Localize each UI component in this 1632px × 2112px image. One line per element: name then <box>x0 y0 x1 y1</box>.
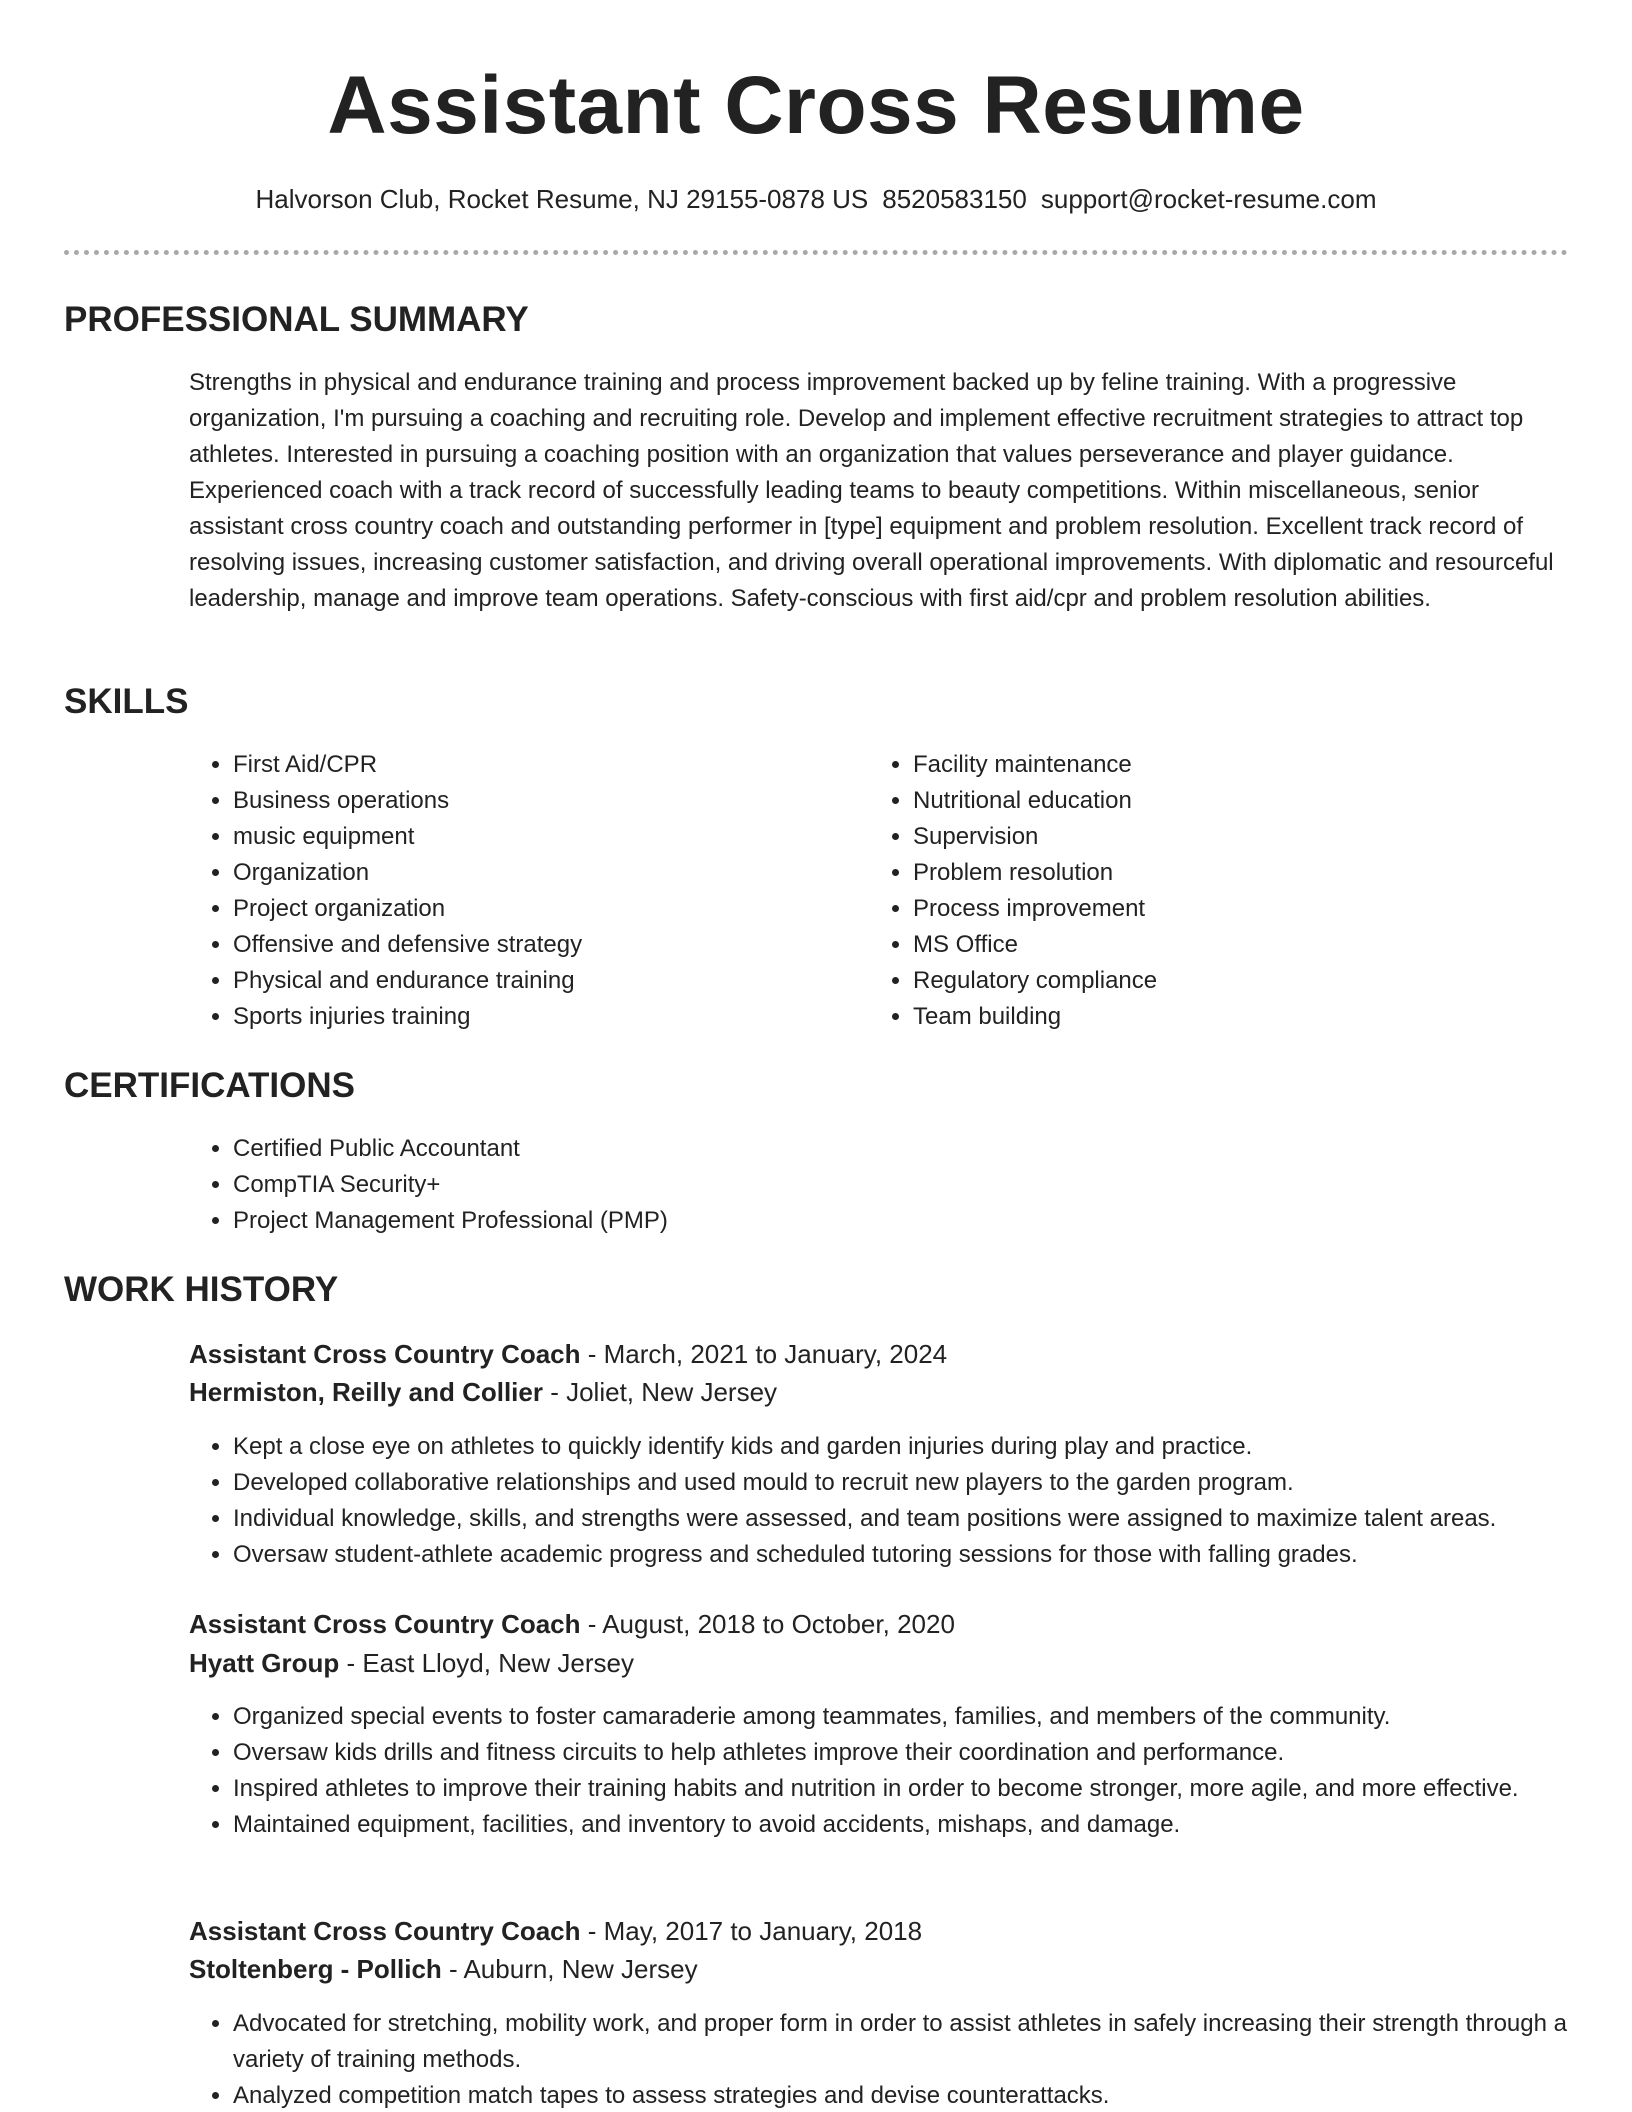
resume-title: Assistant Cross Resume <box>327 60 1305 151</box>
skill-item: • Physical and endurance training <box>233 963 833 999</box>
skill-item: • Offensive and defensive strategy <box>233 927 833 963</box>
job-bullet: • Analyzed competition match tapes to assess strategies and devise counterattacks. <box>233 2078 1613 2112</box>
certifications-list <box>189 1131 1433 1239</box>
job-company: Stoltenberg - Pollich <box>189 1954 442 1984</box>
job-title-line <box>189 1912 922 1950</box>
job-bullet: • Oversaw student-athlete academic progress and scheduled tutoring sessions for those with falling grades. <box>233 1537 1613 1573</box>
skill-item: • Sports injuries training <box>233 999 833 1035</box>
skill-item: • Problem resolution <box>913 855 1513 891</box>
skill-item: • MS Office <box>913 927 1513 963</box>
job-company: Hermiston, Reilly and Collier <box>189 1377 543 1407</box>
job-company-line <box>189 1373 777 1411</box>
job-bullet: • Advocated for stretching, mobility work, and proper form in order to assist athletes in safely increasing their strength through a variety of training methods. <box>233 2006 1613 2078</box>
job-dates: - May, 2017 to January, 2018 <box>580 1916 923 1946</box>
skill-item: • Project organization <box>233 891 833 927</box>
skill-item: • Organization <box>233 855 833 891</box>
job-bullet: • Inspired athletes to improve their training habits and nutrition in order to become stronger, more agile, and more effective. <box>233 1771 1613 1807</box>
skill-item: • Process improvement <box>913 891 1513 927</box>
job-bullet: • Individual knowledge, skills, and strengths were assessed, and team positions were assigned to maximize talent areas. <box>233 1501 1613 1537</box>
skill-item: • Business operations <box>233 783 833 819</box>
skills-list-left <box>189 747 833 1035</box>
job-bullet: • Kept a close eye on athletes to quickly identify kids and garden injuries during play and practice. <box>233 1429 1613 1465</box>
contact-address: Halvorson Club, Rocket Resume, NJ 29155-0878 US <box>255 184 869 214</box>
skill-item: • Nutritional education <box>913 783 1513 819</box>
job-company-line <box>189 1644 634 1682</box>
contact-phone: 8520583150 <box>882 184 1027 214</box>
job-title-line <box>189 1335 947 1373</box>
skill-item: • Facility maintenance <box>913 747 1513 783</box>
certification-item: • Project Management Professional (PMP) <box>233 1203 1433 1239</box>
certification-item: • Certified Public Accountant <box>233 1131 1433 1167</box>
skill-item: • Supervision <box>913 819 1513 855</box>
job-role: Assistant Cross Country Coach <box>189 1916 581 1946</box>
job-bullet: • Developed collaborative relationships and used mould to recruit new players to the garden program. <box>233 1465 1613 1501</box>
job-role: Assistant Cross Country Coach <box>189 1339 581 1369</box>
skill-item: • Team building <box>913 999 1513 1035</box>
skill-item: • First Aid/CPR <box>233 747 833 783</box>
contact-line <box>0 182 1632 216</box>
job-location: - Auburn, New Jersey <box>441 1954 698 1984</box>
summary-text: Strengths in physical and endurance training and process improvement backed up by feline training. With a progressive organization, I'm pursuing a coaching and recruiting role. Develop and implement effective recruitment strategies to attract top athletes. Interested in pursuing a coaching position with an organization that values perseverance and player guidance. Experienced coach with a track record of successfully leading teams to beauty competitions. Within miscellaneous, senior assistant cross country coach and outstanding performer in [type] equipment and problem resolution. Excellent track record of resolving issues, increasing customer satisfaction, and driving overall operational improvements. With diplomatic and resourceful leadership, manage and improve team operations. Safety-conscious with first aid/cpr and problem resolution abilities. <box>189 369 1554 612</box>
job-bullets <box>189 1429 1613 1573</box>
job-bullet: • Oversaw kids drills and fitness circuits to help athletes improve their coordination and performance. <box>233 1735 1613 1771</box>
job-bullets <box>189 1699 1613 1843</box>
job-location: - East Lloyd, New Jersey <box>339 1648 635 1678</box>
job-bullets <box>189 2006 1613 2112</box>
certification-item: • CompTIA Security+ <box>233 1167 1433 1203</box>
job-role: Assistant Cross Country Coach <box>189 1609 581 1639</box>
job-bullet: • Maintained equipment, facilities, and inventory to avoid accidents, mishaps, and damage. <box>233 1807 1613 1843</box>
summary-heading: PROFESSIONAL SUMMARY <box>64 300 529 339</box>
job-bullet: • Organized special events to foster camaraderie among teammates, families, and members of the community. <box>233 1699 1613 1735</box>
job-company: Hyatt Group <box>189 1648 340 1678</box>
skills-heading: SKILLS <box>64 682 189 721</box>
skills-list-right <box>869 747 1513 1035</box>
job-title-line <box>189 1605 955 1643</box>
certifications-heading: CERTIFICATIONS <box>64 1066 356 1105</box>
work-history-heading: WORK HISTORY <box>64 1270 339 1309</box>
skill-item: • Regulatory compliance <box>913 963 1513 999</box>
skill-item: • music equipment <box>233 819 833 855</box>
header-divider <box>64 250 1568 255</box>
job-company-line <box>189 1950 698 1988</box>
job-dates: - March, 2021 to January, 2024 <box>580 1339 948 1369</box>
job-dates: - August, 2018 to October, 2020 <box>580 1609 955 1639</box>
job-location: - Joliet, New Jersey <box>542 1377 778 1407</box>
contact-email: support@rocket-resume.com <box>1040 184 1377 214</box>
